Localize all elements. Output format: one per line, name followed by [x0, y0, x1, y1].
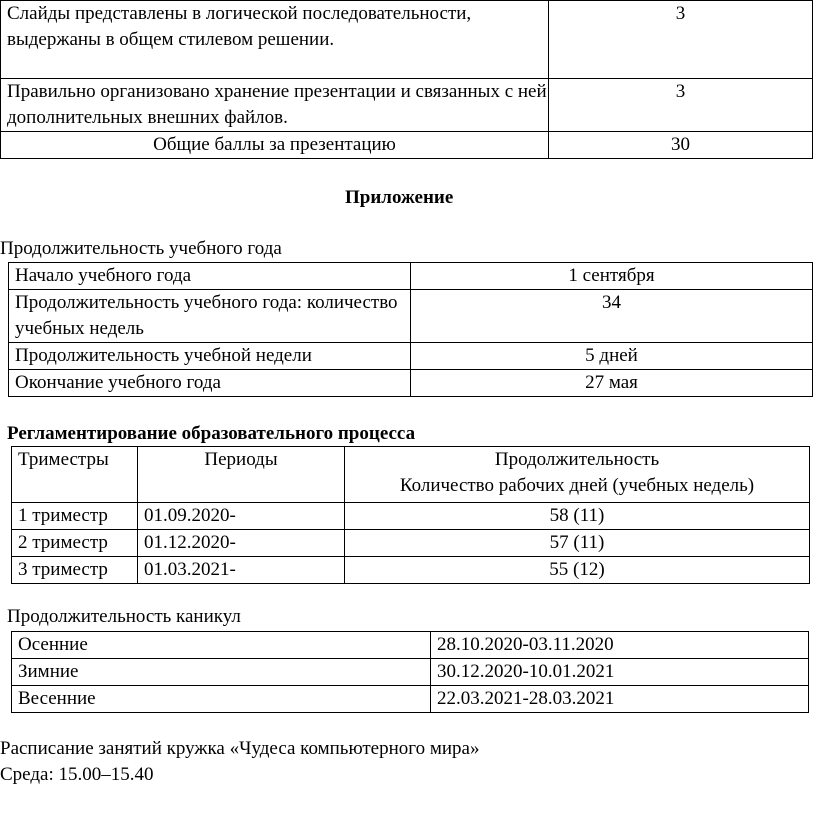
term-duration: 55 (12)	[345, 557, 810, 584]
term-name: 2 триместр	[12, 530, 138, 557]
schedule-title: Расписание занятий кружка «Чудеса компьютерного мира»	[0, 738, 480, 759]
table-header-row	[12, 447, 810, 503]
holiday-name: Осенние	[12, 632, 431, 659]
table-row	[1, 79, 813, 132]
table-row	[12, 503, 810, 530]
term-duration: 58 (11)	[345, 503, 810, 530]
year-value: 34	[411, 290, 813, 343]
header-periods: Периоды	[138, 447, 345, 503]
year-value: 1 сентября	[411, 263, 813, 290]
term-name: 1 триместр	[12, 503, 138, 530]
table-row	[12, 530, 810, 557]
table-row	[9, 263, 813, 290]
total-score: 30	[549, 132, 813, 159]
header-duration	[345, 447, 810, 503]
holiday-name: Зимние	[12, 659, 431, 686]
table-row	[9, 343, 813, 370]
term-period: 01.09.2020-	[138, 503, 345, 530]
criteria-score: 3	[549, 1, 813, 79]
table-row	[9, 290, 813, 343]
holiday-dates: 22.03.2021-28.03.2021	[431, 686, 809, 713]
header-duration-line2: Количество рабочих дней (учебных недель)	[399, 475, 755, 496]
year-label: Продолжительность учебного года: количество учебных недель	[9, 290, 411, 343]
criteria-text: Слайды представлены в логической последовательности, выдержаны в общем стилевом решении.	[1, 1, 549, 79]
table-row	[12, 557, 810, 584]
header-duration-line1: Продолжительность	[494, 449, 660, 470]
academic-year-table	[8, 262, 813, 397]
term-name: 3 триместр	[12, 557, 138, 584]
criteria-text: Правильно организовано хранение презентации и связанных с ней дополнительных внешних файлов.	[1, 79, 549, 132]
holiday-dates: 28.10.2020-03.11.2020	[431, 632, 809, 659]
appendix-title: Приложение	[345, 187, 454, 208]
header-terms: Триместры	[12, 447, 138, 503]
total-label: Общие баллы за презентацию	[1, 132, 549, 159]
table-row	[9, 370, 813, 397]
holidays-table	[11, 631, 809, 713]
year-label: Окончание учебного года	[9, 370, 411, 397]
table-row-total	[1, 132, 813, 159]
term-period: 01.03.2021-	[138, 557, 345, 584]
year-value: 27 мая	[411, 370, 813, 397]
year-caption: Продолжительность учебного года	[0, 238, 282, 259]
holidays-caption: Продолжительность каникул	[7, 606, 241, 627]
criteria-score: 3	[549, 79, 813, 132]
holiday-dates: 30.12.2020-10.01.2021	[431, 659, 809, 686]
year-value: 5 дней	[411, 343, 813, 370]
table-row	[12, 659, 809, 686]
schedule-time: Среда: 15.00–15.40	[0, 764, 154, 785]
criteria-table	[0, 0, 813, 159]
year-label: Продолжительность учебной недели	[9, 343, 411, 370]
table-row	[12, 686, 809, 713]
term-duration: 57 (11)	[345, 530, 810, 557]
holiday-name: Весенние	[12, 686, 431, 713]
process-caption: Регламентирование образовательного процесса	[7, 423, 416, 444]
table-row	[1, 1, 813, 79]
term-period: 01.12.2020-	[138, 530, 345, 557]
year-label: Начало учебного года	[9, 263, 411, 290]
table-row	[12, 632, 809, 659]
process-table	[11, 446, 810, 584]
